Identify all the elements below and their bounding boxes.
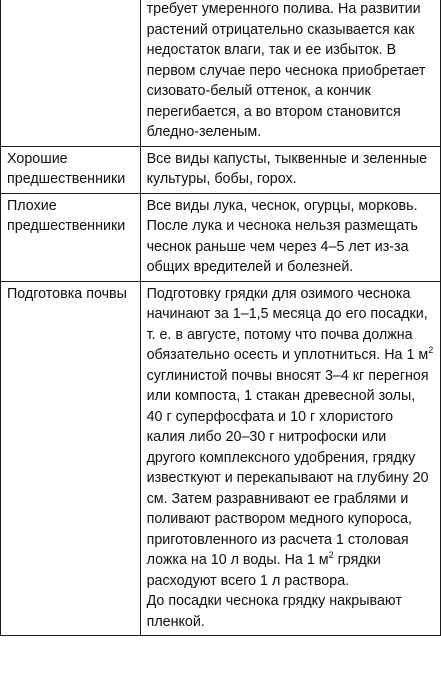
- row-text: [140, 281, 440, 636]
- row-text: требует умеренного полива. На развитии растений отрицательно сказывается как недостаток влаги, так и ее избыток. В первом случае перо чеснока приобретает сизовато-белый оттенок, а кончик перегибается, а во втором становится бледно-зеленым.: [140, 0, 440, 146]
- text-segment: суглинистой почвы вносят 3–4 кг перегнoя или компоста, 1 стакан древесной золы, 40 г суперфосфата и 10 г хлористого калия либо 20–30 г нитрофоски или другого комплексного удобрения, грядку известкуют и перекапывают на глубину 20 см. Затем разравнивают ее граблями и поливают раствором медного купороса, приготовленного из расчета 1 столовая ложка на 10 л воды. На 1 м: [146, 367, 429, 568]
- row-label: Хорошие предшественники: [1, 146, 141, 193]
- row-text: Все виды лука, чеснок, огурцы, морковь. После лука и чеснока нельзя размещать чеснок раньше чем через 4–5 лет из-за общих вредителей и болезней.: [140, 193, 440, 281]
- table-row: [1, 0, 441, 146]
- superscript: 2: [428, 345, 434, 356]
- superscript: 2: [328, 550, 334, 561]
- table-row: [1, 281, 441, 636]
- table-row: [1, 146, 441, 193]
- soil-prep-paragraph: [147, 284, 434, 592]
- table-row: [1, 193, 441, 281]
- row-text: Все виды капусты, тыквенные и зеленные культуры, бобы, горох.: [140, 146, 440, 193]
- row-label: Плохие предшественники: [1, 193, 141, 281]
- row-label: Подготовка почвы: [1, 281, 141, 636]
- soil-prep-paragraph-2: До посадки чеснока грядку накрывают пленкой.: [146, 593, 402, 630]
- text-segment: грядки расходуют всего 1 л раствора.: [146, 552, 381, 589]
- text-segment: Подготовку грядки для озимого чеснока начинают за 1–1,5 месяца до его посадки, т. е. в августе, потому что почва должна обязательно осесть и уплотниться. На 1 м: [146, 285, 429, 363]
- row-label: [1, 0, 141, 146]
